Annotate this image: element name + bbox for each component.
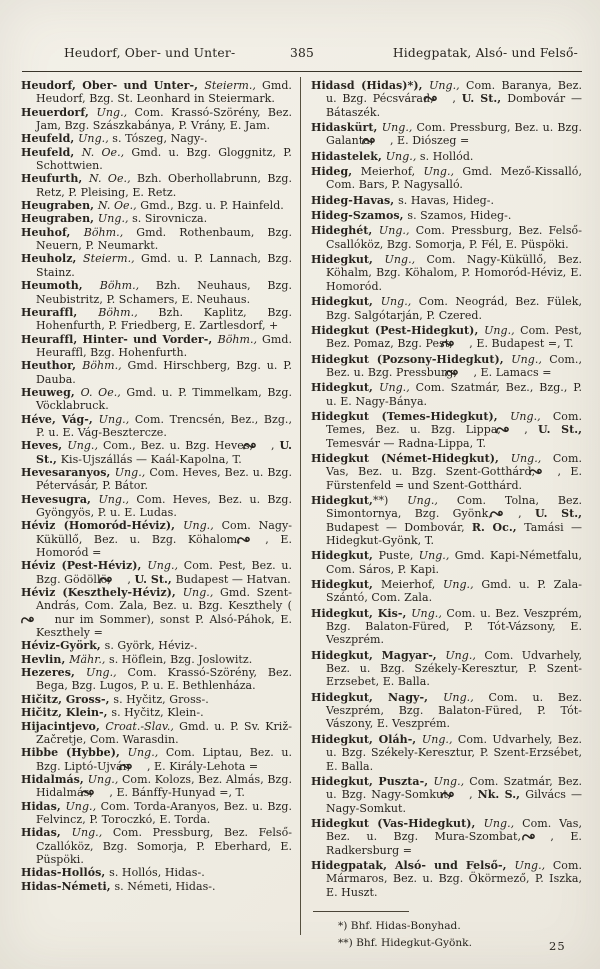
entry-text: Com. Pressburg, Bez. u. Bzg. Galanta, [326,121,582,148]
entry-text: Gmd. Rothenbaum, Bzg. Neuern, P. Neumarkt. [36,225,292,253]
headword: Heugraben, [21,199,98,213]
entry-text: Budapest — Dombovár, [326,520,472,534]
headword: Heuhof, [21,225,84,239]
entry [311,150,582,163]
left-column [21,79,292,954]
entry-text: Com. Heves, Bez. u. Bzg. Pétervásár, P. Bátor. [36,465,292,493]
entry-text: Com. Pest, Bez. u. Bzg. Gödöllö, [36,559,292,586]
entry-text: Bzh. Oberhollabrunn, Bzg. Retz, P. Pleising, E. Retz. [36,172,292,199]
headword: Hidegkut, [311,493,373,507]
posthorn-icon [114,573,127,581]
headword: Hidas-Németi, [21,879,115,893]
station-token: U. St., [461,92,508,106]
footnote: *) Bhf. Hidas-Bonyhad. [338,919,461,932]
province-abbrev: Böhm., [83,225,137,239]
province-abbrev: Ung., [411,606,447,620]
entry-text: , E. Diószeg = [389,134,470,148]
entry [311,691,582,731]
posthorn-icon [134,760,147,768]
headword: Heufeld, [21,132,79,146]
entry [21,279,292,306]
entry [21,132,292,145]
entry-text: Gmd. u. P. Sv. Križ-Začretje, Com. Warasdin. [36,719,292,746]
headword: Heves, [21,439,68,453]
entry [21,706,292,719]
station-token: Nk. S., [477,788,526,802]
entry [21,333,292,360]
headword: Heumoth, [21,279,100,293]
province-abbrev: Böhm., [99,279,156,293]
station-token: U. St., [134,572,176,586]
entry [21,466,292,493]
entry-text: Com. Udvarhely, Bez. u. Bzg. Székely-Keresztur, P. Szent-Erzsebet, E. Balla. [326,648,583,689]
entry-text: Gilvács — Nagy-Somkut. [326,788,582,815]
entry [21,439,292,466]
entry [21,800,292,827]
headword: Héviz (Keszthely-Héviz), [21,586,183,600]
headword: Hidegkut (Vas-Hidegkut), [311,816,484,830]
entry-text: Gmd. u. P. Zala-Szántó, Com. Zala. [326,578,582,605]
entry-text: s. Sirovnicza. [132,212,208,226]
headword: Hidegkut, Nagy-, [311,690,444,704]
entry-text: Bzh. Neuhaus, Bzg. Neubistritz, P. Schamers, E. Neuhaus. [36,279,293,306]
entry-text: Com. Krassó-Szörény, Bez. Bega, Bzg. Lugos, P. u. E. Bethlenháza. [36,666,292,693]
entry [21,106,292,133]
headword: Heuerdorf, [21,105,97,119]
headword: Heudorf, Ober- und Unter-, [21,79,205,92]
province-abbrev: Ung., [380,295,419,309]
entry [311,494,582,547]
headword: Hidas, [21,799,66,813]
posthorn-icon [460,366,473,374]
headword: Héviz (Pest-Héviz), [21,559,148,573]
station-token: U. St., [36,439,292,466]
province-abbrev: Ung., [514,858,553,872]
entry-text: Gmd. Heuraffl, Bzg. Hohenfurth. [36,332,293,359]
entry-text: **) [372,493,408,507]
headword: Hidas-Hollós, [21,866,110,880]
headword: Hidegkut, [311,253,385,267]
entry-text: Meierhof, [380,578,444,592]
entry [21,359,292,386]
headword: Hidalmás, [21,772,88,786]
entry-text: s. Szamos, Hideg-. [407,209,512,223]
entry [21,773,292,800]
header-rule [22,71,582,72]
province-abbrev: N. Oe., [81,145,132,159]
headword: Hidasd (Hidas)*), [311,79,430,92]
station-token: U. St., [538,423,583,437]
province-abbrev: Croat.-Slav., [105,719,180,733]
headword: Hidegkut, [311,295,381,309]
headword: Hidegkut, [311,549,379,563]
headword: Hevesaranyos, [21,465,115,479]
headword: Hidas, [21,826,72,840]
headword: Heuweg, [21,385,81,399]
entry-text: Com. Torda-Aranyos, Bez. u. Bzg. Felvincz, P. Toroczkó, E. Torda. [36,799,293,826]
province-abbrev: Ung., [67,439,103,453]
entry [21,413,292,440]
province-abbrev: Ung., [183,519,222,533]
entry [311,817,582,857]
posthorn-icon [511,423,524,431]
province-abbrev: N. Oe., [89,172,138,186]
posthorn-icon [544,465,557,473]
province-abbrev: Ung., [384,253,427,267]
headword: Hideg, [311,165,361,179]
footnotes [311,911,582,950]
entry [21,666,292,693]
entry-text: Puste, [378,549,419,563]
station-token: R. Oc., [471,520,525,534]
entry [21,386,292,413]
entry-text: Com. Heves, Bez. u. Bzg. Gyöngyös, P. u. E. Ludas. [36,492,292,519]
headword: Heugraben, [21,212,98,226]
posthorn-icon [258,439,271,447]
entry [311,381,582,408]
entry [21,306,292,333]
entry-text: , [127,572,135,586]
entry-text: Com. Tolna, Bez. Simontornya, Bzg. Gyönk, [326,493,582,521]
province-abbrev: Ung., [423,165,463,179]
province-abbrev: Ung., [97,212,133,226]
entry [21,866,292,879]
posthorn-icon [505,507,518,515]
entry-text: , [271,439,280,453]
province-abbrev: Ung., [127,746,166,760]
entry-text: Kis-Ujszállás — Kaál-Kapolna, T. [60,452,242,466]
entry-text: Temesvár — Radna-Lippa, T. [326,436,487,450]
entry-text: nur im Sommer), sonst P. Alsó-Páhok, E. Keszthely = [36,612,292,640]
station-token: U. St., [534,507,582,521]
province-abbrev: Ung., [385,149,420,163]
right-column [311,79,582,954]
province-abbrev: Ung., [510,409,553,423]
province-abbrev: Ung., [379,381,416,395]
province-abbrev: Ung., [381,121,417,135]
entry [21,720,292,747]
headword: Hidegkut (Pozsony-Hidegkut), [311,352,512,366]
entry [21,693,292,706]
posthorn-icon [377,134,390,142]
entry [21,880,292,893]
headword: Hidegkut (Német-Hidegkut), [311,451,511,465]
entry-text: s. Hollód. [419,149,474,163]
headword: Heuholz, [21,252,84,266]
headword: Hidegkut, [311,381,380,395]
entry [311,353,582,380]
headword: Heuraffl, [21,305,99,319]
entry [21,653,292,666]
entry-text: Com. Liptau, Bez. u. Bzg. Liptó-Ujvár, [36,746,292,773]
entry-text: s. Höflein, Bzg. Joslowitz. [109,652,253,666]
province-abbrev: Ung., [65,799,101,813]
entry [21,493,292,520]
entry-text: Com. Neográd, Bez. Fülek, Bzg. Salgótarján, P. Czered. [326,295,583,322]
province-abbrev: Ung., [483,816,523,830]
entry-text: Gmd. Szent-András, Com. Zala, Bez. u. Bzg. Keszthely ( [36,586,292,613]
province-abbrev: Ung., [510,451,553,465]
entry [311,324,582,351]
entry [21,172,292,199]
province-abbrev: Ung., [182,586,221,600]
headword: Hidegkut, Oláh-, [311,732,422,746]
entry-text: Gmd. Mező-Kissalló, Com. Bars, P. Nagysalló. [326,165,582,192]
entry [311,859,582,899]
entry-text: Com. Udvarhely, Bez. u. Bzg. Székely-Keresztur, P. Szent-Erzsébet, E. Balla. [326,732,582,773]
province-abbrev: Mähr., [69,652,109,666]
entry-text: Gmd. Hirschberg, Bzg. u. P. Dauba. [36,359,292,386]
province-abbrev: Ung., [378,224,416,238]
text-columns [21,79,583,954]
entry-text: , [469,788,478,802]
entry [311,410,582,450]
entry-text: , [452,92,462,106]
entry [311,295,582,322]
posthorn-icon [537,830,550,838]
entry [21,146,292,173]
entry-text: Gmd. u. P. Timmelkam, Bzg. Vöcklabruck. [36,385,292,413]
province-abbrev: Ung., [433,774,470,788]
header-right-title: Hidegpatak, Alsó- und Felső- [392,46,578,60]
headword: Heufeld, [21,145,82,159]
headword: Hevesugra, [21,492,99,506]
entry [21,746,292,773]
entry-text: Com. Trencsén, Bez., Bzg., P. u. E. Vág-Besztercze. [36,412,293,439]
entry [311,607,582,647]
sheet-signature-number: 25 [549,939,566,953]
province-abbrev: Ung., [98,492,137,506]
headword: Hideg-Havas, [311,193,399,207]
entry-text: Budapest — Hatvan. [175,572,291,586]
footnote-rule [313,911,409,912]
province-abbrev: Ung., [86,666,128,680]
entry-text: Com. u. Bez. Veszprém, Bzg. Balaton-Füred, P. Tót-Vázsony, E. Veszprém. [326,606,582,647]
entry-text: Com. Pest, Bez. Pomaz, Bzg. Pest, [326,323,582,351]
footnote: **) Bhf. Hidegkut-Gyönk. [338,936,472,949]
entry [311,649,582,689]
entry-text: , [518,507,535,521]
entry-text: Com. Szatmár, Bez. u. Bzg. Nagy-Somkut, [326,774,582,802]
province-abbrev: Ung., [445,648,485,662]
posthorn-icon [36,613,49,621]
entry-text: Com. Vas, Bez. u. Bzg. Mura-Szombat, [326,816,583,844]
headword: Hidegkut, [311,578,381,592]
entry-text: s. Hyčitz, Klein-. [111,706,204,720]
entry [21,559,292,586]
entry-text: Com. Vas, Bez. u. Bzg. Szent-Gotthárd, [326,451,582,479]
entry [21,519,292,559]
entry-text: Com. Baranya, Bez. u. Bzg. Pécsvárad, [326,79,583,106]
province-abbrev: Ung., [484,323,521,337]
headword: Heuthor, [21,359,83,373]
running-header [24,46,580,62]
province-abbrev: Böhm., [82,359,128,373]
entry-text: Com. u. Bez. Veszprém, Bzg. Balaton-Füred, P. Tót-Vászony, E. Veszprém. [326,690,583,731]
province-abbrev: Ung., [114,465,150,479]
province-abbrev: Böhm., [98,305,159,319]
entry [311,194,582,207]
entry-text: s. Hollós, Hidas-. [109,866,205,880]
entry [311,79,582,119]
headword: Hevlin, [21,652,70,666]
headword: Hibbe (Hybbe), [21,746,128,760]
posthorn-icon [252,533,265,541]
entry-text: , E. Budapest =, T. [469,337,574,351]
headword: Hidegkut, Magyar-, [311,648,446,662]
headword: Hideg-Szamos, [311,209,408,223]
posthorn-icon [456,337,469,345]
entry [311,224,582,251]
entry [21,252,292,279]
headword: Hidegkut, Puszta-, [311,774,434,788]
entry-text: Com., Bez. u. Bzg. Pressburg, [326,352,582,379]
entry [311,578,582,605]
entry [311,253,582,293]
entry-text: Com. Nagy-Küküllő, Bez. u. Bzg. Köhalom, [36,519,292,546]
entry [21,226,292,253]
headword: Hidegpatak, Alsó- und Felső-, [311,858,515,872]
headword: Hidegkut, Kis-, [311,606,412,620]
entry-text: Gmd. u. P. Lannach, Bzg. Stainz. [36,252,292,279]
entry-text: , E. Bánffy-Hunyad =, T. [109,786,245,800]
headword: Hijacintjevo, [21,719,106,733]
province-abbrev: Steierm., [83,252,141,266]
province-abbrev: Ung., [96,105,135,119]
entry [311,775,582,815]
entry [21,639,292,652]
entry-text: Gmd. Kapi-Németfalu, Com. Sáros, P. Kapi. [326,549,582,576]
province-abbrev: O. Oe., [80,385,127,399]
entry [21,212,292,225]
province-abbrev: Ung., [147,559,184,573]
province-abbrev: Böhm., [217,332,263,346]
province-abbrev: Ung., [98,412,135,426]
headword: Heuraffl, Hinter- und Vorder-, [21,332,218,346]
entry-text: Tamási — Hidegkut-Gyönk, T. [326,520,582,547]
province-abbrev: Ung., [418,549,455,563]
entry [311,121,582,148]
province-abbrev: Steierm., [204,79,263,92]
province-abbrev: Ung., [429,79,466,92]
headword: Hidegkut (Temes-Hidegkut), [311,409,511,423]
posthorn-icon [439,92,452,100]
province-abbrev: Ung., [87,772,122,786]
entry-text: Gmd., Bzg. u. P. Hainfeld. [140,199,284,213]
entry [311,733,582,773]
entry-text: Com. Pressburg, Bez. Felső-Csallóköz, Bzg. Somorja, P. Fél, E. Püspöki. [326,224,582,251]
headword: Heufurth, [21,172,89,186]
province-abbrev: Ung., [421,732,458,746]
entry-text: Gmd. u. Bzg. Gloggnitz, P. Schottwien. [36,145,292,173]
entry [311,452,582,492]
entry-text: s. Györk, Héviz-. [104,639,198,653]
entry-text: s. Hyčitz, Gross-. [113,692,209,706]
entry-text: Meierhof, [360,165,424,179]
headword: Hidastelek, [311,149,386,163]
entry-text: Com., Bez. u. Bzg. Heves, [102,439,258,453]
headword: Hezeres, [21,666,87,680]
entry-text: Com. Krassó-Szörény, Bez. Jam, Bzg. Szászkabánya, P. Vrány, E. Jam. [36,105,292,133]
entry-text: , E. Homoród = [36,532,292,560]
headword: Hičitz, Klein-, [21,706,112,720]
entry-text: Com. Szatmár, Bez., Bzg., P. u. E. Nagy-Bánya. [326,381,583,408]
entry-text: s. Németi, Hidas-. [114,879,216,893]
entry-text: , E. Fürstenfeld = und Szent-Gotthárd. [326,465,582,492]
entry-text: , E. Radkersburg = [326,830,582,857]
entry-text: Gmd. Heudorf, Bzg. St. Leonhard in Steiermark. [36,79,292,106]
entry-text: Dombovár — Bátaszék. [326,92,583,119]
headword: Hidaskürt, [311,121,382,135]
entry [21,586,292,639]
province-abbrev: Ung., [71,826,113,840]
entry-text: , [524,423,539,437]
province-abbrev: Ung., [78,132,113,146]
entry [311,549,582,576]
entry-text: , E. Lamacs = [473,365,552,379]
entry [21,199,292,212]
headword: Hidegkut (Pest-Hidegkut), [311,323,485,337]
entry-text: s. Havas, Hideg-. [398,193,495,207]
header-left-title: Heudorf, Ober- und Unter- [64,46,236,60]
headword: Héviz-Györk, [21,639,105,653]
entry [311,165,582,192]
headword: Héviz (Homoród-Héviz), [21,519,184,533]
province-abbrev: Ung., [443,690,489,704]
headword: Héve, Vág-, [21,412,99,426]
entry-text: Bzh. Kaplitz, Bzg. Hohenfurth, P. Friedberg, E. Zartlesdorf, + [36,305,292,333]
posthorn-icon [96,786,109,794]
province-abbrev: Ung., [511,352,550,366]
headword: Hičitz, Gross-, [21,692,114,706]
entry-text: Com. Mármaros, Bez. u. Bzg. Ökörmező, P. Iszka, E. Huszt. [326,858,583,899]
province-abbrev: Ung., [407,493,457,507]
province-abbrev: N. Oe., [97,199,141,213]
entry [311,209,582,222]
headword: Hideghét, [311,224,379,238]
entry-text: Com. Temes, Bez. u. Bzg. Lippa, [326,409,583,437]
entry [21,79,292,106]
posthorn-icon [456,788,469,796]
header-page-number: 385 [289,46,315,60]
entry-text: Com. Nagy-Küküllő, Bez. Köhalm, Bzg. Köhalom, P. Homoród-Héviz, E. Homoród. [326,253,582,293]
entry-text: , E. Király-Lehota = [146,759,259,773]
entry-text: Com. Kolozs, Bez. Almás, Bzg. Hidalmás, [36,772,292,800]
entry-text: s. Tószeg, Nagy-. [112,132,208,146]
province-abbrev: Ung., [443,578,482,592]
entry-text: Com. Pressburg, Bez. Felső-Czallóköz, Bzg. Somorja, P. Eberhard, E. Püspöki. [36,826,293,866]
entry [21,826,292,866]
